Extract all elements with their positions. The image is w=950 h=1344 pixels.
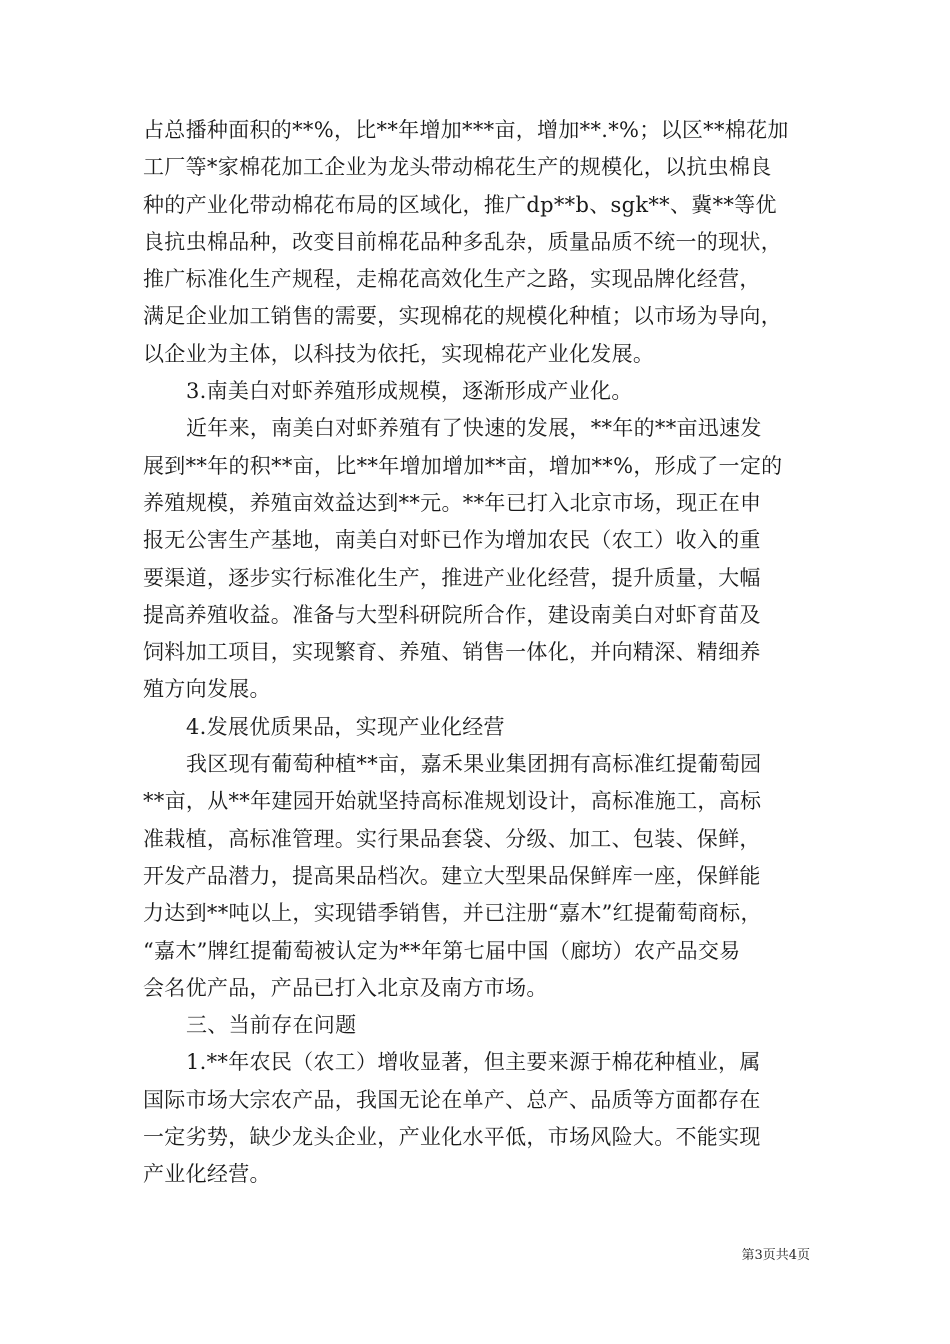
text-line: 1.**年农民（农工）增收显著，但主要来源于棉花种植业，属	[186, 1050, 761, 1075]
text-line: 会名优产品，产品已打入北京及南方市场。	[143, 975, 548, 1000]
text-line: 满足企业加工销售的需要，实现棉花的规模化种植；以市场为导向，	[143, 304, 782, 329]
text-line: 以企业为主体，以科技为依托，实现棉花产业化发展。	[143, 341, 655, 366]
text-line: 工厂等*家棉花加工企业为龙头带动棉花生产的规模化，以抗虫棉良	[143, 155, 772, 180]
text-line: 近年来，南美白对虾养殖有了快速的发展，**年的**亩迅速发	[186, 416, 762, 441]
text-line: 产业化经营。	[143, 1162, 271, 1187]
text-line: 殖方向发展。	[143, 677, 271, 702]
section-heading-shrimp: 3.南美白对虾养殖形成规模，逐渐形成产业化。	[186, 379, 633, 404]
text-line: “嘉木”牌红提葡萄被认定为**年第七届中国（廊坊）农产品交易	[143, 938, 741, 963]
text-line: 报无公害生产基地，南美白对虾已作为增加农民（农工）收入的重	[143, 528, 761, 553]
text-line: 准栽植，高标准管理。实行果品套袋、分级、加工、包装、保鲜，	[143, 826, 761, 851]
text-line: 力达到**吨以上，实现错季销售，并已注册“嘉木”红提葡萄商标，	[143, 901, 762, 926]
text-line: 饲料加工项目，实现繁育、养殖、销售一体化，并向精深、精细养	[143, 640, 761, 665]
text-line: 种的产业化带动棉花布局的区域化，推广dp**b、sgk**、冀**等优	[143, 192, 777, 217]
text-line: 我区现有葡萄种植**亩，嘉禾果业集团拥有高标准红提葡萄园	[186, 752, 762, 777]
section-heading-fruit: 4.发展优质果品，实现产业化经营	[186, 714, 505, 739]
text-line: 占总播种面积的**%，比**年增加***亩，增加**.*%；以区**棉花加	[143, 118, 789, 142]
text-line: 良抗虫棉品种，改变目前棉花品种多乱杂，质量品质不统一的现状，	[143, 229, 782, 254]
page-number: 第3页共4页	[741, 1248, 810, 1263]
text-line: 要渠道，逐步实行标准化生产，推进产业化经营，提升质量，大幅	[143, 565, 761, 590]
text-line: 养殖规模，养殖亩效益达到**元。**年已打入北京市场，现正在申	[143, 490, 762, 515]
text-line: 国际市场大宗农产品，我国无论在单产、总产、品质等方面都存在	[143, 1087, 761, 1112]
section-heading-problems: 三、当前存在问题	[186, 1013, 357, 1038]
text-line: 一定劣势，缺少龙头企业，产业化水平低，市场风险大。不能实现	[143, 1125, 761, 1150]
text-line: 展到**年的积**亩，比**年增加增加**亩，增加**%，形成了一定的	[143, 453, 783, 478]
text-line: 开发产品潜力，提高果品档次。建立大型果品保鲜库一座，保鲜能	[143, 863, 761, 888]
document-body	[143, 112, 811, 1194]
text-line: 提高养殖收益。准备与大型科研院所合作，建设南美白对虾育苗及	[143, 602, 761, 627]
text-line: **亩，从**年建园开始就坚持高标准规划设计，高标准施工，高标	[143, 789, 762, 814]
text-line: 推广标准化生产规程，走棉花高效化生产之路，实现品牌化经营，	[143, 267, 761, 292]
